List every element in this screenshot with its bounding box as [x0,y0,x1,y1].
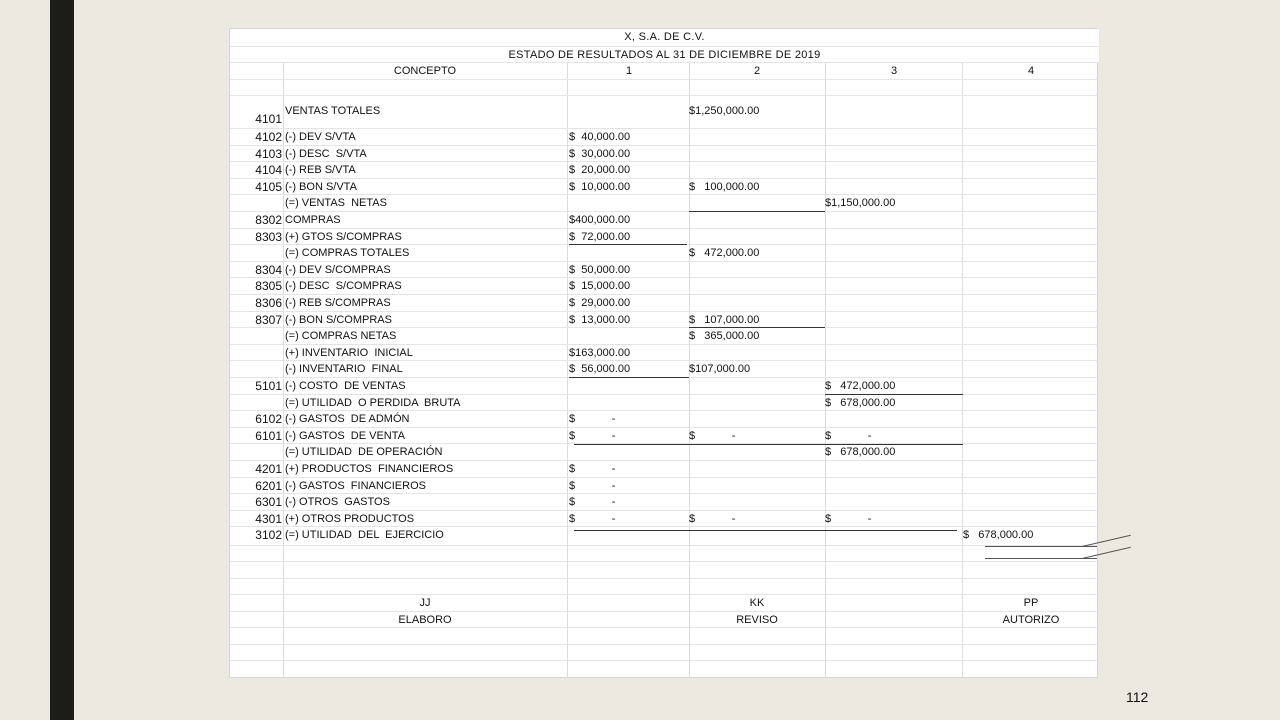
row-concept: VENTAS TOTALES [285,105,381,117]
col-2-value [689,461,825,477]
subtotal-underline [689,327,825,328]
row-concept: (+) GTOS S/COMPRAS [285,230,402,243]
account-code [230,195,282,211]
statement-row [230,161,1099,178]
account-code: 8302 [255,213,282,227]
col-1-value: $ 72,000.00 [569,230,631,243]
col-4-value [963,494,1099,510]
col-1-value: $ 50,000.00 [569,263,631,276]
row-concept: (-) OTROS GASTOS [285,496,390,509]
col-2-value: $1,250,000.00 [689,105,760,117]
account-code [230,328,282,344]
row-concept: (=) UTILIDAD DE OPERACIÓN [285,446,443,459]
col-4-value [963,411,1099,427]
col-2-value: $107,000.00 [689,363,751,376]
account-code: 6101 [255,428,282,443]
row-concept: (-) DESC S/COMPRAS [285,280,402,293]
col-3-value [825,295,963,311]
row-concept: (-) GASTOS FINANCIEROS [285,479,426,492]
col-2-value: $ 107,000.00 [689,313,760,326]
account-code [230,361,282,377]
col-4-value [963,312,1099,328]
signature-role-autorizo: AUTORIZO [1002,614,1060,626]
col-3-value [825,179,963,195]
col-4-value [963,511,1099,527]
col-2-value: $ - [689,512,736,525]
col-1-value: $ - [569,496,616,509]
col-1-value: $ 30,000.00 [569,147,631,160]
col-3-value [825,103,963,128]
row-concept: (=) UTILIDAD DEL EJERCICIO [285,529,444,542]
col-2-value [689,162,825,178]
col-4-value [963,278,1099,294]
col-4-value [963,444,1099,460]
blank-row [230,578,1099,595]
col-4-value [963,162,1099,178]
col-2-value: $ 365,000.00 [689,330,760,343]
col-4-value [963,478,1099,494]
col-2-value [689,212,825,228]
account-code: 6102 [255,412,282,427]
col-2-value [689,444,825,460]
statement-row [230,294,1099,311]
account-code: 4201 [255,462,282,476]
col-3-value [825,478,963,494]
col-4-value [963,212,1099,228]
statement-row [230,526,1099,543]
account-code [230,345,282,361]
col-3-value [825,146,963,162]
statement-row [230,510,1099,527]
col-1-value: $ 10,000.00 [569,180,631,193]
col-1-value [569,378,689,394]
col-2-value: $ - [689,429,736,442]
signature-name-elaboro: JJ [419,597,431,609]
col-2-value [689,229,825,245]
account-code [230,245,282,261]
col-3-value [825,411,963,427]
header-concepto: CONCEPTO [393,65,457,77]
signature-roles-row [230,611,1099,628]
account-code [230,444,282,460]
col-4-value [963,461,1099,477]
row-concept: (-) REB S/COMPRAS [285,297,391,309]
row-concept: COMPRAS [285,214,341,226]
header-col-3: 3 [890,65,898,77]
account-code: 8307 [255,312,282,327]
col-1-value: $ 40,000.00 [569,131,631,143]
col-3-value [825,229,963,245]
row-concept: (-) GASTOS DE VENTA [285,429,405,442]
col-3-value: $ 472,000.00 [825,380,896,392]
account-code: 4101 [255,112,282,126]
col-3-value [825,278,963,294]
signature-name-autorizo: PP [1023,597,1039,609]
col-1-value: $ - [569,413,616,426]
column-header-row [230,62,1099,79]
account-code: 4105 [255,179,282,194]
account-code: 8306 [255,296,282,310]
row-concept: (-) BON S/COMPRAS [285,313,392,326]
subtotal-underline [825,394,963,395]
account-code [230,395,282,411]
col-1-value: $ - [569,479,616,492]
blank-row [230,644,1099,661]
col-4-value [963,245,1099,261]
account-code: 8304 [255,262,282,277]
col-2-value [689,262,825,278]
col-2-value [689,345,825,361]
row-concept: (-) DEV S/COMPRAS [285,263,391,276]
col-3-value [825,494,963,510]
row-concept: (-) GASTOS DE ADMÓN [285,413,410,426]
subtotal-underline [569,377,689,378]
col-3-value [825,129,963,145]
col-2-value [689,478,825,494]
header-col-1: 1 [625,65,633,77]
col-4-value [963,103,1099,128]
statement-row [230,377,1099,394]
row-concept: (=) VENTAS NETAS [285,197,387,210]
statement-row [230,394,1099,411]
col-3-value [825,212,963,228]
row-concept: (-) COSTO DE VENTAS [285,380,406,392]
row-concept: (-) REB S/VTA [285,164,356,177]
blank-row [230,79,1099,96]
col-4-value [963,229,1099,245]
col-3-value [825,245,963,261]
statement-row [230,95,1099,128]
subtotal-underline [689,211,825,212]
account-code: 4102 [255,130,282,144]
col-3-value [825,262,963,278]
statement-row [230,277,1099,294]
statement-row [230,178,1099,195]
statement-row [230,410,1099,427]
col-2-value [689,278,825,294]
account-code: 3102 [255,528,282,543]
col-4-value [963,328,1099,344]
col-4-value [963,378,1099,394]
subtotal-underline [574,530,957,531]
row-concept: (-) BON S/VTA [285,180,357,193]
col-1-value: $400,000.00 [569,214,631,226]
col-1-value [569,103,689,128]
blank-row [230,627,1099,644]
col-1-value [569,444,689,460]
account-code: 4104 [255,163,282,178]
header-col-4: 4 [1027,65,1035,77]
account-code: 5101 [255,379,282,393]
col-4-value [963,295,1099,311]
col-2-value [689,494,825,510]
col-1-value [569,245,689,261]
statement-row [230,327,1099,344]
col-2-value [689,295,825,311]
col-2-value [689,146,825,162]
account-code: 6301 [255,495,282,510]
statement-title: ESTADO DE RESULTADOS AL 31 DE DICIEMBRE DE 2019 [230,46,1099,63]
row-concept: (+) OTROS PRODUCTOS [285,512,415,525]
signature-role-reviso: REVISO [736,614,778,626]
col-3-value [825,345,963,361]
col-1-value [569,195,689,211]
col-1-value: $ - [569,512,616,525]
col-4-value [963,179,1099,195]
statement-row [230,477,1099,494]
col-3-value: $ 678,000.00 [825,446,896,459]
col-3-value: $ - [825,429,872,442]
account-code: 8305 [255,279,282,294]
col-1-value [569,395,689,411]
col-1-value: $ 15,000.00 [569,280,631,293]
row-concept: (=) COMPRAS TOTALES [285,247,410,260]
col-4-value [963,262,1099,278]
row-concept: (-) DEV S/VTA [285,131,356,143]
statement-row [230,228,1099,245]
header-col-2: 2 [753,65,761,77]
statement-row [230,344,1099,361]
statement-row [230,460,1099,477]
page-number: 112 [1126,689,1149,705]
statement-row [230,360,1099,377]
subtotal-underline [569,244,687,245]
account-code: 4301 [255,511,282,526]
col-4-value [963,428,1099,444]
blank-row [230,545,1099,562]
row-concept: (+) INVENTARIO INICIAL [285,346,413,359]
col-3-value: $ - [825,512,872,525]
row-concept: (=) COMPRAS NETAS [285,330,397,343]
row-concept: (=) UTILIDAD O PERDIDA BRUTA [285,396,461,409]
statement-row [230,493,1099,510]
total-double-underline [985,558,1097,559]
col-1-value: $163,000.00 [569,346,631,359]
col-1-value: $ - [569,463,616,475]
company-name: X, S.A. DE C.V. [230,29,1099,46]
col-1-value [569,328,689,344]
col-3-value [825,162,963,178]
account-code: 4103 [255,146,282,161]
signature-names-row [230,594,1099,611]
income-statement-sheet [229,28,1098,678]
col-4-value [963,345,1099,361]
col-3-value [825,461,963,477]
col-4-value [963,395,1099,411]
statement-row [230,311,1099,328]
statement-row [230,244,1099,261]
col-2-value [689,411,825,427]
row-concept: (+) PRODUCTOS FINANCIEROS [285,463,454,475]
total-underline [985,546,1097,547]
col-2-value [689,129,825,145]
col-1-value: $ 29,000.00 [569,297,631,309]
col-1-value: $ 13,000.00 [569,313,631,326]
signature-name-reviso: KK [749,597,765,609]
left-accent-bar [50,0,74,720]
col-3-value [825,312,963,328]
col-1-value: $ 20,000.00 [569,164,631,177]
col-3-value [825,328,963,344]
statement-row [230,194,1099,211]
col-3-value: $1,150,000.00 [825,197,896,210]
blank-row [230,561,1099,578]
col-2-value [689,378,825,394]
col-2-value: $ 100,000.00 [689,180,760,193]
col-2-value [689,395,825,411]
col-4-value [963,361,1099,377]
statement-row [230,211,1099,228]
statement-row [230,128,1099,145]
col-3-value: $ 678,000.00 [825,396,896,409]
row-concept: (-) INVENTARIO FINAL [285,363,403,376]
col-4-value [963,195,1099,211]
blank-row [230,660,1099,677]
signature-role-elaboro: ELABORO [398,614,452,626]
col-4-value [963,129,1099,145]
account-code: 6201 [255,478,282,493]
statement-row [230,427,1099,444]
statement-row [230,145,1099,162]
col-4-value [963,146,1099,162]
subtotal-underline [574,444,963,445]
col-1-value: $ 56,000.00 [569,363,631,376]
col-4-value: $ 678,000.00 [963,529,1034,542]
row-concept: (-) DESC S/VTA [285,147,367,160]
account-code: 8303 [255,229,282,244]
col-2-value [689,195,825,211]
col-3-value [825,361,963,377]
statement-row [230,261,1099,278]
statement-row [230,443,1099,460]
col-1-value: $ - [569,429,616,442]
col-2-value: $ 472,000.00 [689,247,760,260]
